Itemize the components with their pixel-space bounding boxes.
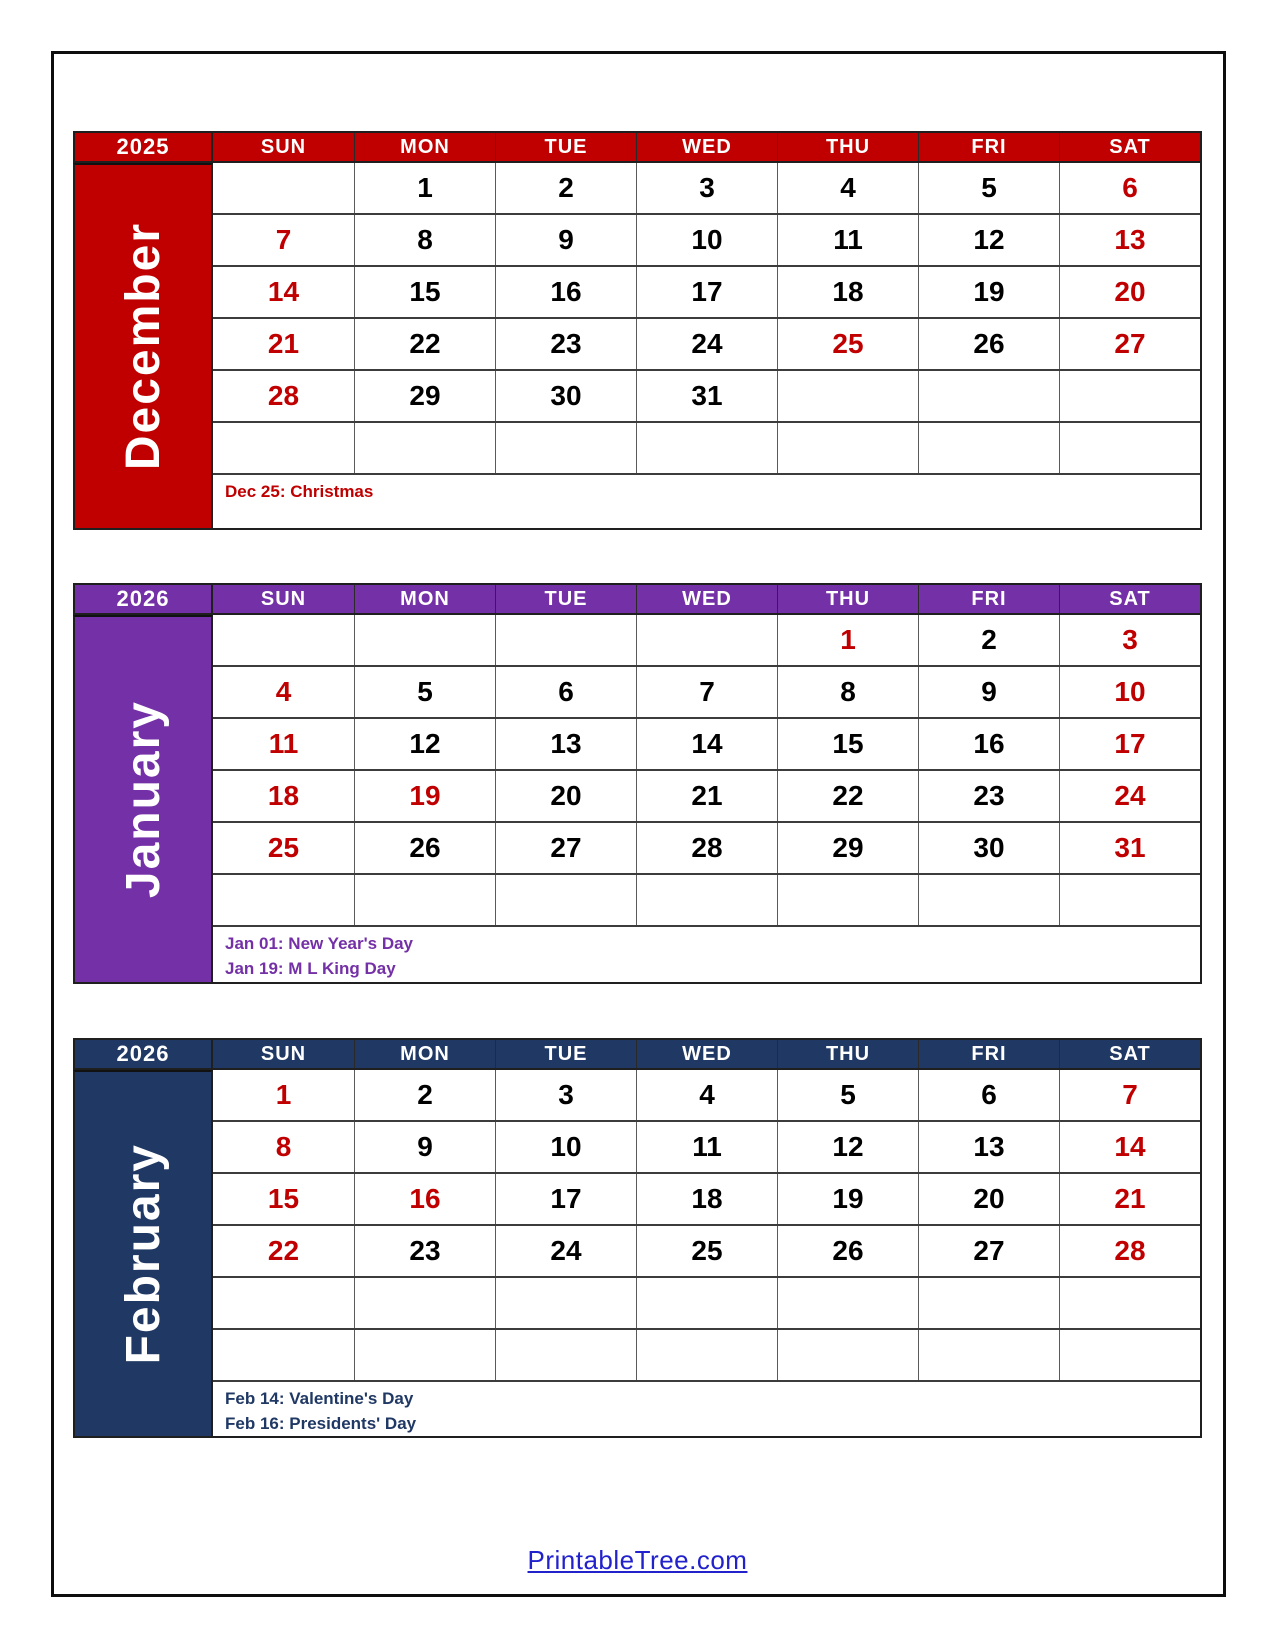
date-cell-15: 15 <box>213 1174 354 1224</box>
calendar-january-2026 <box>73 583 1202 984</box>
day-header-tue: TUE <box>495 1040 636 1068</box>
date-cell-blank <box>354 423 495 473</box>
holiday-note: Jan 01: New Year's Day <box>225 934 414 953</box>
date-cell-blank <box>918 371 1059 421</box>
date-cell-13: 13 <box>495 719 636 769</box>
date-cell-23: 23 <box>918 771 1059 821</box>
date-cell-6: 6 <box>495 667 636 717</box>
date-cell-4: 4 <box>636 1070 777 1120</box>
weeks-area <box>213 615 1200 927</box>
date-cell-5: 5 <box>354 667 495 717</box>
date-cell-25: 25 <box>777 319 918 369</box>
date-cell-10: 10 <box>1059 667 1200 717</box>
date-cell-2: 2 <box>495 163 636 213</box>
day-header-fri: FRI <box>918 585 1059 613</box>
week-row <box>213 371 1200 423</box>
footer-link[interactable]: PrintableTree.com <box>527 1545 748 1575</box>
date-cell-blank <box>918 423 1059 473</box>
week-row <box>213 1174 1200 1226</box>
date-cell-12: 12 <box>918 215 1059 265</box>
week-row <box>213 1070 1200 1122</box>
date-cell-16: 16 <box>495 267 636 317</box>
day-header-sat: SAT <box>1059 585 1200 613</box>
date-cell-30: 30 <box>918 823 1059 873</box>
date-cell-blank <box>354 615 495 665</box>
date-cell-blank <box>777 371 918 421</box>
year-label: 2026 <box>73 1038 213 1070</box>
date-cell-20: 20 <box>918 1174 1059 1224</box>
day-header-fri: FRI <box>918 133 1059 161</box>
date-cell-7: 7 <box>213 215 354 265</box>
day-header-fri: FRI <box>918 1040 1059 1068</box>
week-row <box>213 1122 1200 1174</box>
holiday-note: Feb 16: Presidents' Day <box>225 1413 417 1433</box>
date-cell-11: 11 <box>777 215 918 265</box>
date-cell-blank <box>1059 1330 1200 1380</box>
date-cell-blank <box>495 1278 636 1328</box>
date-cell-1: 1 <box>213 1070 354 1120</box>
date-cell-blank <box>777 1330 918 1380</box>
date-cell-18: 18 <box>213 771 354 821</box>
page-footer <box>0 1545 1275 1576</box>
date-cell-7: 7 <box>636 667 777 717</box>
weeks-area <box>213 1070 1200 1382</box>
date-cell-20: 20 <box>1059 267 1200 317</box>
date-cell-25: 25 <box>213 823 354 873</box>
date-cell-16: 16 <box>918 719 1059 769</box>
date-cell-29: 29 <box>777 823 918 873</box>
date-cell-3: 3 <box>495 1070 636 1120</box>
date-cell-19: 19 <box>354 771 495 821</box>
date-cell-blank <box>1059 1278 1200 1328</box>
month-name: February <box>116 1143 170 1365</box>
holiday-note: Jan 19: M L King Day <box>225 958 396 978</box>
week-row <box>213 215 1200 267</box>
date-cell-22: 22 <box>354 319 495 369</box>
date-cell-blank <box>918 1330 1059 1380</box>
date-cell-26: 26 <box>354 823 495 873</box>
date-cell-4: 4 <box>777 163 918 213</box>
date-cell-24: 24 <box>636 319 777 369</box>
date-cell-28: 28 <box>213 371 354 421</box>
date-cell-25: 25 <box>636 1226 777 1276</box>
holiday-note: Dec 25: Christmas <box>225 482 374 501</box>
date-cell-16: 16 <box>354 1174 495 1224</box>
date-cell-5: 5 <box>918 163 1059 213</box>
date-cell-31: 31 <box>1059 823 1200 873</box>
date-cell-30: 30 <box>495 371 636 421</box>
date-cell-12: 12 <box>354 719 495 769</box>
day-header-thu: THU <box>777 133 918 161</box>
date-cell-8: 8 <box>213 1122 354 1172</box>
day-header-sat: SAT <box>1059 1040 1200 1068</box>
date-cell-17: 17 <box>636 267 777 317</box>
date-cell-31: 31 <box>636 371 777 421</box>
week-row <box>213 823 1200 875</box>
year-label: 2025 <box>73 131 213 163</box>
date-cell-11: 11 <box>636 1122 777 1172</box>
date-cell-6: 6 <box>1059 163 1200 213</box>
date-cell-15: 15 <box>777 719 918 769</box>
week-row <box>213 667 1200 719</box>
date-cell-14: 14 <box>1059 1122 1200 1172</box>
week-row <box>213 615 1200 667</box>
date-cell-5: 5 <box>777 1070 918 1120</box>
month-sidebar <box>73 163 213 530</box>
date-cell-blank <box>495 423 636 473</box>
date-cell-27: 27 <box>495 823 636 873</box>
date-cell-blank <box>495 1330 636 1380</box>
date-cell-4: 4 <box>213 667 354 717</box>
holiday-notes <box>213 1382 1200 1436</box>
date-cell-blank <box>636 423 777 473</box>
date-cell-9: 9 <box>495 215 636 265</box>
week-row <box>213 267 1200 319</box>
month-grid <box>213 615 1202 984</box>
date-cell-17: 17 <box>1059 719 1200 769</box>
date-cell-blank <box>354 1330 495 1380</box>
date-cell-3: 3 <box>636 163 777 213</box>
day-header-wed: WED <box>636 133 777 161</box>
date-cell-17: 17 <box>495 1174 636 1224</box>
week-row <box>213 1278 1200 1330</box>
date-cell-blank <box>777 423 918 473</box>
month-grid <box>213 1070 1202 1438</box>
day-header-mon: MON <box>354 585 495 613</box>
date-cell-15: 15 <box>354 267 495 317</box>
date-cell-blank <box>495 875 636 925</box>
date-cell-28: 28 <box>1059 1226 1200 1276</box>
date-cell-blank <box>777 875 918 925</box>
date-cell-blank <box>918 1278 1059 1328</box>
date-cell-blank <box>1059 371 1200 421</box>
day-header-wed: WED <box>636 1040 777 1068</box>
date-cell-14: 14 <box>213 267 354 317</box>
date-cell-14: 14 <box>636 719 777 769</box>
day-header-wed: WED <box>636 585 777 613</box>
date-cell-10: 10 <box>636 215 777 265</box>
date-cell-12: 12 <box>777 1122 918 1172</box>
date-cell-13: 13 <box>918 1122 1059 1172</box>
day-header-mon: MON <box>354 133 495 161</box>
date-cell-blank <box>636 1278 777 1328</box>
week-row <box>213 771 1200 823</box>
month-name: December <box>116 222 170 471</box>
month-name: January <box>116 700 170 899</box>
date-cell-18: 18 <box>636 1174 777 1224</box>
day-header-mon: MON <box>354 1040 495 1068</box>
holiday-notes <box>213 927 1200 982</box>
date-cell-18: 18 <box>777 267 918 317</box>
month-sidebar <box>73 615 213 984</box>
day-header-row <box>213 131 1202 163</box>
date-cell-27: 27 <box>1059 319 1200 369</box>
day-header-thu: THU <box>777 1040 918 1068</box>
date-cell-22: 22 <box>213 1226 354 1276</box>
date-cell-blank <box>354 1278 495 1328</box>
day-header-sun: SUN <box>260 135 307 158</box>
date-cell-blank <box>636 1330 777 1380</box>
date-cell-9: 9 <box>354 1122 495 1172</box>
day-header-tue: TUE <box>495 133 636 161</box>
weeks-area <box>213 163 1200 475</box>
date-cell-21: 21 <box>1059 1174 1200 1224</box>
date-cell-blank <box>213 1330 354 1380</box>
date-cell-26: 26 <box>918 319 1059 369</box>
day-header-tue: TUE <box>495 585 636 613</box>
day-header-thu: THU <box>777 585 918 613</box>
week-row <box>213 423 1200 475</box>
week-row <box>213 1226 1200 1278</box>
date-cell-24: 24 <box>1059 771 1200 821</box>
month-grid <box>213 163 1202 530</box>
date-cell-blank <box>213 615 354 665</box>
date-cell-24: 24 <box>495 1226 636 1276</box>
date-cell-21: 21 <box>213 319 354 369</box>
date-cell-blank <box>636 615 777 665</box>
day-header-sun: SUN <box>260 587 307 610</box>
week-row <box>213 719 1200 771</box>
holiday-note: Feb 14: Valentine's Day <box>225 1389 414 1408</box>
date-cell-27: 27 <box>918 1226 1059 1276</box>
date-cell-11: 11 <box>213 719 354 769</box>
week-row <box>213 319 1200 371</box>
week-row <box>213 875 1200 927</box>
week-row <box>213 163 1200 215</box>
date-cell-1: 1 <box>354 163 495 213</box>
date-cell-1: 1 <box>777 615 918 665</box>
date-cell-22: 22 <box>777 771 918 821</box>
date-cell-blank <box>213 875 354 925</box>
calendar-december-2025 <box>73 131 1202 530</box>
date-cell-23: 23 <box>354 1226 495 1276</box>
date-cell-blank <box>918 875 1059 925</box>
date-cell-8: 8 <box>777 667 918 717</box>
date-cell-19: 19 <box>918 267 1059 317</box>
date-cell-10: 10 <box>495 1122 636 1172</box>
date-cell-blank <box>354 875 495 925</box>
date-cell-blank <box>1059 875 1200 925</box>
day-header-row <box>213 583 1202 615</box>
date-cell-3: 3 <box>1059 615 1200 665</box>
day-header-sun: SUN <box>260 1042 307 1065</box>
date-cell-blank <box>213 423 354 473</box>
holiday-notes <box>213 475 1200 528</box>
calendar-february-2026 <box>73 1038 1202 1438</box>
date-cell-19: 19 <box>777 1174 918 1224</box>
date-cell-20: 20 <box>495 771 636 821</box>
date-cell-blank <box>777 1278 918 1328</box>
date-cell-7: 7 <box>1059 1070 1200 1120</box>
date-cell-2: 2 <box>354 1070 495 1120</box>
day-header-row <box>213 1038 1202 1070</box>
date-cell-2: 2 <box>918 615 1059 665</box>
date-cell-9: 9 <box>918 667 1059 717</box>
day-header-sat: SAT <box>1059 133 1200 161</box>
week-row <box>213 1330 1200 1382</box>
date-cell-21: 21 <box>636 771 777 821</box>
date-cell-blank <box>213 163 354 213</box>
date-cell-26: 26 <box>777 1226 918 1276</box>
date-cell-29: 29 <box>354 371 495 421</box>
date-cell-8: 8 <box>354 215 495 265</box>
date-cell-13: 13 <box>1059 215 1200 265</box>
date-cell-blank <box>1059 423 1200 473</box>
date-cell-6: 6 <box>918 1070 1059 1120</box>
month-sidebar <box>73 1070 213 1438</box>
year-label: 2026 <box>73 583 213 615</box>
date-cell-blank <box>495 615 636 665</box>
date-cell-28: 28 <box>636 823 777 873</box>
date-cell-blank <box>213 1278 354 1328</box>
date-cell-23: 23 <box>495 319 636 369</box>
date-cell-blank <box>636 875 777 925</box>
